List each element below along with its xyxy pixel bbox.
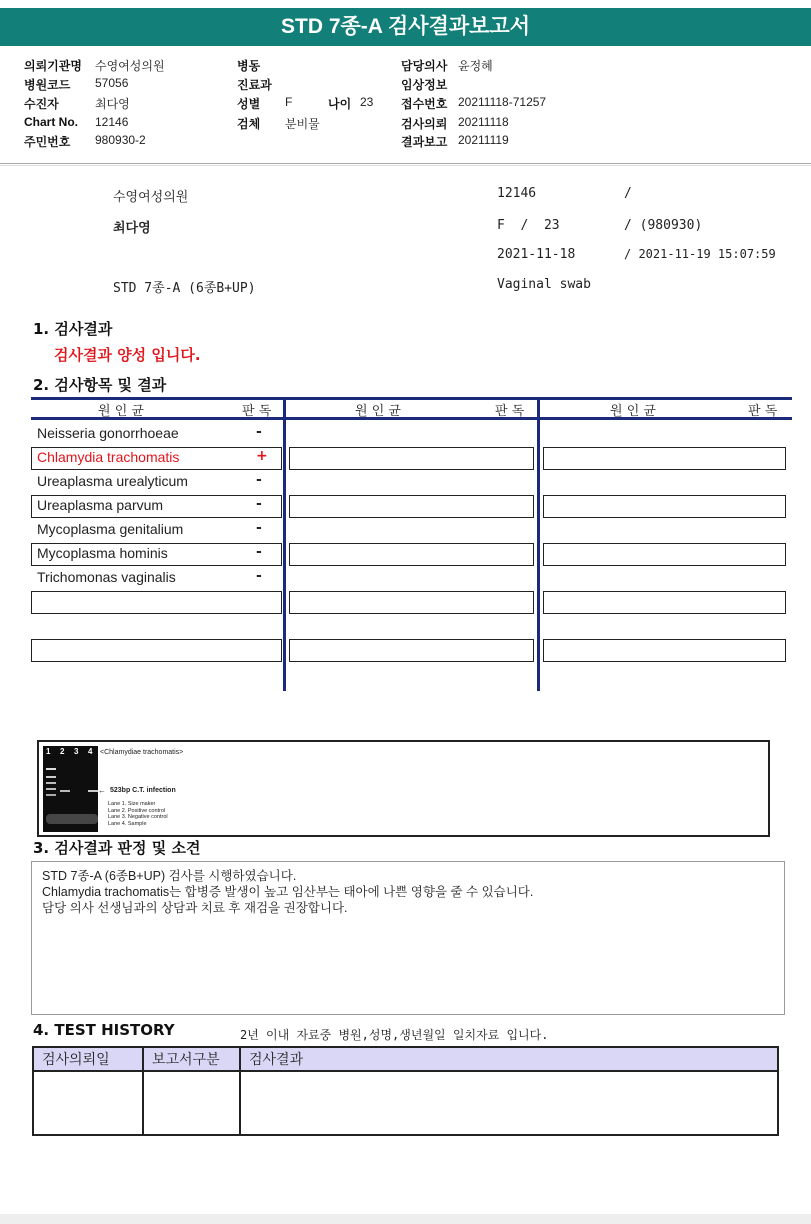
chart-no-label: Chart No. [24, 115, 78, 129]
result-cell-box [289, 591, 534, 614]
summary-name: 최다영 [113, 221, 151, 236]
pathogen-result: - [256, 496, 262, 512]
pathogen-name: Ureaplasma urealyticum [37, 473, 188, 489]
ladder-band [46, 788, 56, 790]
specimen-value: 분비물 [285, 117, 320, 131]
doctor-value: 윤정혜 [458, 59, 493, 73]
result-cell-box [543, 543, 786, 566]
report-date-label: 결과보고 [401, 135, 448, 149]
section3-heading: 3. 검사결과 판정 및 소견 [33, 839, 201, 857]
history-header-row [33, 1047, 778, 1071]
history-cell [143, 1071, 240, 1135]
result-cell-box [543, 591, 786, 614]
report-date-value: 20211119 [458, 133, 509, 147]
gel-title: <Chlamydiae trachomatis> [100, 749, 184, 756]
history-note: 2년 이내 자료중 병원,성명,생년월일 일치자료 입니다. [240, 1028, 549, 1042]
pathogen-result: - [256, 568, 262, 584]
lane-legend-item: Lane 3. Negative control [108, 814, 168, 820]
ladder-band [46, 768, 56, 770]
result-cell-box [289, 543, 534, 566]
institution-label: 의뢰기관명 [24, 59, 82, 73]
lane-legend-item: Lane 4. Sample [108, 820, 147, 827]
lane-legend [108, 801, 168, 827]
result-cell-box [289, 447, 534, 470]
pathogen-result: - [256, 424, 262, 440]
opinion-line: Chlamydia trachomatis는 합병증 발생이 높고 임산부는 태아에 나쁜 영향을 줄 수 있습니다. [42, 885, 534, 899]
result-cell-box [543, 639, 786, 662]
result-cell-box [31, 639, 282, 662]
band-arrow-icon: ← [98, 786, 106, 795]
gel-image [43, 746, 98, 832]
summary-request-date: 2021-11-18 [497, 247, 576, 262]
pathogen-name: Mycoplasma hominis [37, 545, 168, 561]
gel-electrophoresis-figure [37, 740, 770, 837]
grid-col-divider-1 [283, 397, 286, 691]
pathogen-result: - [256, 520, 262, 536]
receipt-no-label: 접수번호 [401, 97, 448, 111]
doctor-label: 담당의사 [401, 59, 448, 73]
summary-sex-age: F / 23 [497, 218, 560, 233]
summary-birth: / (980930) [624, 218, 703, 233]
opinion-line: STD 7종-A (6종B+UP) 검사를 시행하였습니다. [42, 869, 297, 883]
header-divider-shadow [0, 165, 811, 166]
col1-judgement-header: 판 독 [242, 404, 272, 419]
page-footer-strip [0, 1214, 811, 1224]
specimen-label: 검체 [237, 117, 261, 131]
result-cell-box [543, 495, 786, 518]
summary-clinic: 수영여성의원 [113, 190, 189, 205]
age-value: 23 [360, 95, 374, 109]
history-col-result: 검사결과 [240, 1047, 778, 1071]
result-cell-box [31, 591, 282, 614]
summary-report-date: / 2021-11-19 15:07:59 [624, 247, 776, 261]
sex-label: 성별 [237, 97, 261, 111]
lane-2-label: 2 [60, 747, 65, 756]
pathogen-result: - [256, 544, 262, 560]
chart-no-value: 12146 [95, 115, 129, 129]
summary-chart: 12146 [497, 186, 537, 201]
clinical-info-label: 임상정보 [401, 78, 448, 92]
band-label: 523bp C.T. infection [110, 787, 176, 794]
opinion-line: 담당 의사 선생님과의 상담과 치료 후 재검을 권장합니다. [42, 901, 348, 915]
department-label: 진료과 [237, 78, 272, 92]
test-history-table [32, 1046, 779, 1136]
examinee-label: 수진자 [24, 97, 59, 111]
ladder-band [46, 776, 56, 778]
col3-pathogen-header: 원 인 균 [610, 404, 656, 419]
col3-judgement-header: 판 독 [748, 404, 778, 419]
lane-1-label: 1 [46, 747, 51, 756]
hospital-code-label: 병원코드 [24, 78, 71, 92]
examinee-value: 최다영 [95, 97, 130, 111]
sex-value: F [285, 95, 293, 109]
pathogen-name: Neisseria gonorrhoeae [37, 425, 179, 441]
opinion-box [31, 861, 785, 1015]
lane-3-label: 3 [74, 747, 79, 756]
summary-sample: Vaginal swab [497, 277, 591, 292]
section1-heading: 1. 검사결과 [33, 320, 113, 338]
result-cell-box [289, 639, 534, 662]
resident-no-value: 980930-2 [95, 133, 146, 147]
primer-dimer-smear [46, 814, 98, 824]
section4-heading: 4. TEST HISTORY [33, 1021, 175, 1039]
resident-no-label: 주민번호 [24, 135, 71, 149]
history-col-report-type: 보고서구분 [143, 1047, 240, 1071]
lane-legend-item: Lane 1. Size maker [108, 801, 156, 807]
grid-header-rule [31, 417, 792, 420]
section2-heading: 2. 검사항목 및 결과 [33, 376, 167, 394]
pathogen-result: + [256, 448, 268, 464]
col2-judgement-header: 판 독 [495, 404, 525, 419]
age-label: 나이 [328, 97, 352, 111]
history-cell [33, 1071, 143, 1135]
pathogen-name: Mycoplasma genitalium [37, 521, 184, 537]
sample-band [88, 790, 98, 792]
ladder-band [46, 794, 56, 796]
lane-4-label: 4 [88, 747, 93, 756]
col1-pathogen-header: 원 인 균 [98, 404, 144, 419]
receipt-no-value: 20211118-71257 [458, 95, 547, 109]
history-col-request-date: 검사의뢰일 [33, 1047, 143, 1071]
history-cell [240, 1071, 778, 1135]
positive-result-text: 검사결과 양성 입니다. [54, 346, 201, 364]
header-divider [0, 163, 811, 164]
col2-pathogen-header: 원 인 균 [355, 404, 401, 419]
history-empty-row [33, 1071, 778, 1135]
result-cell-box [543, 447, 786, 470]
ladder-band [46, 782, 56, 784]
summary-test-name: STD 7종-A (6종B+UP) [113, 281, 256, 296]
ward-label: 병동 [237, 59, 261, 73]
request-date-label: 검사의뢰 [401, 117, 448, 131]
institution-value: 수영여성의원 [95, 59, 165, 73]
grid-top-rule [31, 397, 792, 400]
hospital-code-value: 57056 [95, 76, 129, 90]
summary-slash: / [624, 186, 632, 201]
grid-col-divider-2 [537, 397, 540, 691]
pathogen-name: Ureaplasma parvum [37, 497, 164, 513]
lane-legend-item: Lane 2. Positive control [108, 807, 166, 814]
pathogen-result: - [256, 472, 262, 488]
request-date-value: 20211118 [458, 115, 509, 129]
pathogen-name: Chlamydia trachomatis [37, 449, 180, 465]
pathogen-name: Trichomonas vaginalis [37, 569, 176, 585]
result-cell-box [289, 495, 534, 518]
report-title: STD 7종-A 검사결과보고서 [0, 8, 811, 46]
positive-control-band [60, 790, 70, 792]
